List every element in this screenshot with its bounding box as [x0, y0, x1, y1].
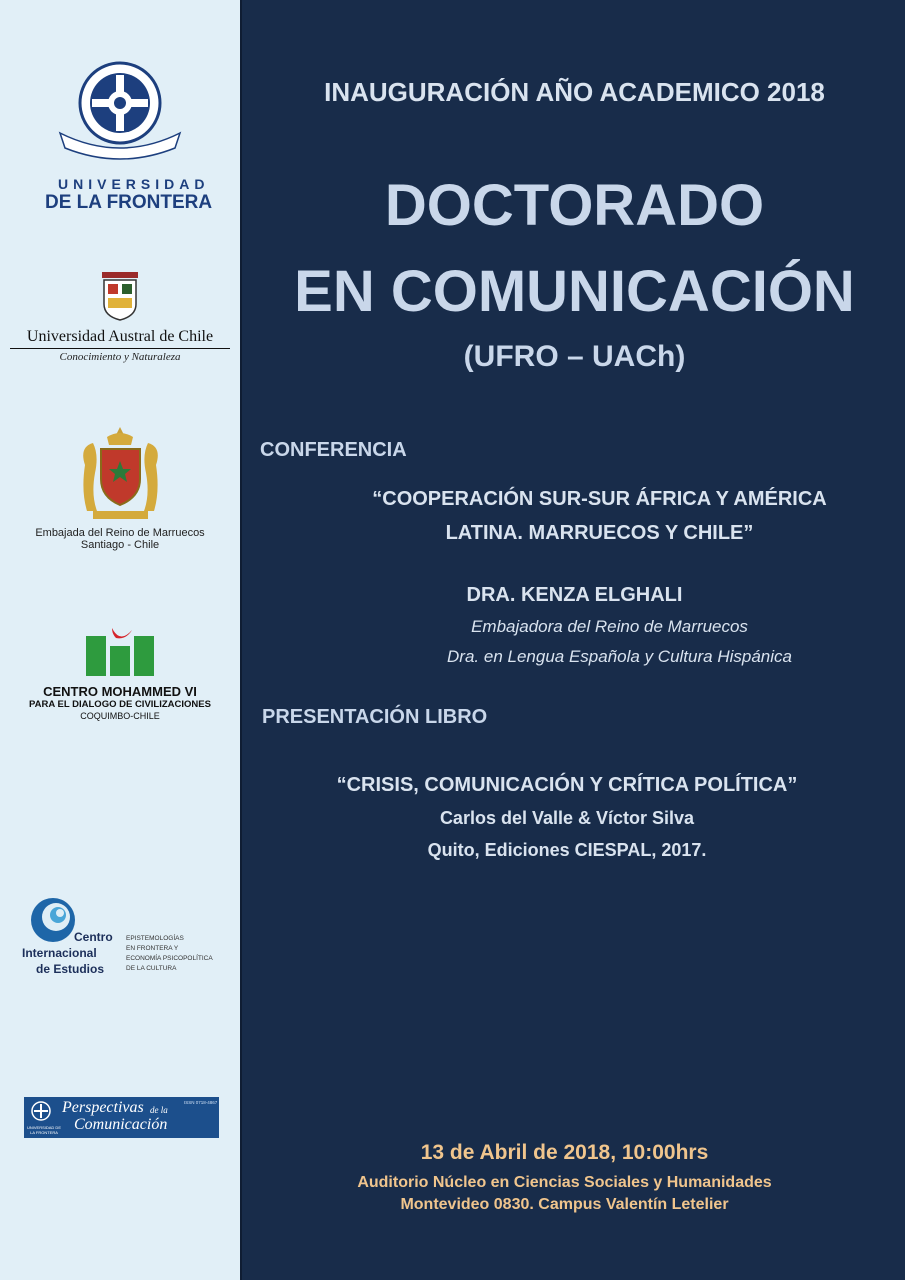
- cie-side1: EPISTEMOLOGÍAS: [126, 935, 184, 942]
- conference-title-line2: LATINA. MARRUECOS Y CHILE”: [445, 522, 754, 544]
- cie-logo: [22, 893, 222, 983]
- main-panel: [240, 0, 905, 1280]
- mohammed-line1: CENTRO MOHAMMED VI: [43, 684, 197, 699]
- title-line1: DOCTORADO: [384, 173, 765, 238]
- venue-line2: Montevideo 0830. Campus Valentín Letelier: [400, 1196, 729, 1213]
- cie-side2: EN FRONTERA Y: [126, 945, 179, 952]
- perspectivas-title1: Perspectivas: [62, 1099, 144, 1116]
- speaker-role2: Dra. en Lengua Española y Cultura Hispánica: [447, 647, 792, 666]
- venue-line1: Auditorio Núcleo en Ciencias Sociales y Humanidades: [357, 1174, 772, 1191]
- book-title: “CRISIS, COMUNICACIÓN Y CRÍTICA POLÍTICA”: [336, 774, 798, 796]
- perspectivas-title2: Comunicación: [74, 1116, 168, 1133]
- speaker-role1: Embajadora del Reino de Marruecos: [471, 617, 748, 636]
- cie-line2: Internacional: [22, 946, 97, 960]
- perspectivas-logo: [24, 1097, 219, 1138]
- mohammed-line3: COQUIMBO-CHILE: [80, 711, 160, 721]
- centro-mohammed-logo: [20, 622, 220, 721]
- title-line2: EN COMUNICACIÓN: [294, 259, 855, 324]
- ufro-logo: [20, 58, 220, 214]
- morocco-coat-of-arms-icon: [73, 425, 168, 523]
- embassy-line1: Embajada del Reino de Marruecos: [35, 527, 205, 539]
- speaker-name: DRA. KENZA ELGHALI: [466, 584, 683, 606]
- book-publisher: Quito, Ediciones CIESPAL, 2017.: [427, 840, 707, 860]
- cie-line1: Centro: [74, 930, 113, 944]
- event-date: 13 de Abril de 2018, 10:00hrs: [420, 1141, 709, 1164]
- subtitle: (UFRO – UACh): [463, 340, 686, 373]
- ufro-line1: UNIVERSIDAD: [58, 176, 210, 192]
- uach-motto: Conocimiento y Naturaleza: [59, 351, 181, 363]
- mohammed-line2: PARA EL DIALOGO DE CIVILIZACIONES: [29, 699, 211, 710]
- book-authors: Carlos del Valle & Víctor Silva: [439, 808, 695, 828]
- conference-heading: CONFERENCIA: [260, 439, 407, 461]
- ufro-line2: DE LA FRONTERA: [45, 192, 213, 213]
- perspectivas-title-small: de la: [150, 1105, 168, 1115]
- uach-logo: [10, 270, 230, 363]
- book-heading: PRESENTACIÓN LIBRO: [262, 706, 488, 728]
- conference-title-line1: “COOPERACIÓN SUR-SUR ÁFRICA Y AMÉRICA: [372, 488, 827, 510]
- uach-name: Universidad Austral de Chile: [10, 328, 230, 349]
- embassy-line2: Santiago - Chile: [80, 539, 160, 551]
- uach-shield-icon: [100, 270, 140, 322]
- perspectivas-issn: ISSN 0718-4867: [184, 1100, 218, 1105]
- cie-line3: de Estudios: [36, 962, 105, 976]
- centro-mohammed-icon: [84, 622, 156, 678]
- cie-side4: DE LA CULTURA: [126, 965, 177, 972]
- cie-side3: ECONOMÍA PSICOPOLÍTICA: [126, 955, 213, 962]
- ufro-seal-icon: [55, 58, 185, 160]
- cie-swirl-icon: [28, 895, 78, 945]
- sidebar: [0, 0, 240, 1280]
- ufro-mini-seal-icon: [30, 1100, 52, 1122]
- perspectivas-univ: UNIVERSIDAD DE LA FRONTERA: [26, 1125, 61, 1135]
- event-heading: INAUGURACIÓN AÑO ACADEMICO 2018: [324, 77, 825, 107]
- embassy-logo: [20, 425, 220, 551]
